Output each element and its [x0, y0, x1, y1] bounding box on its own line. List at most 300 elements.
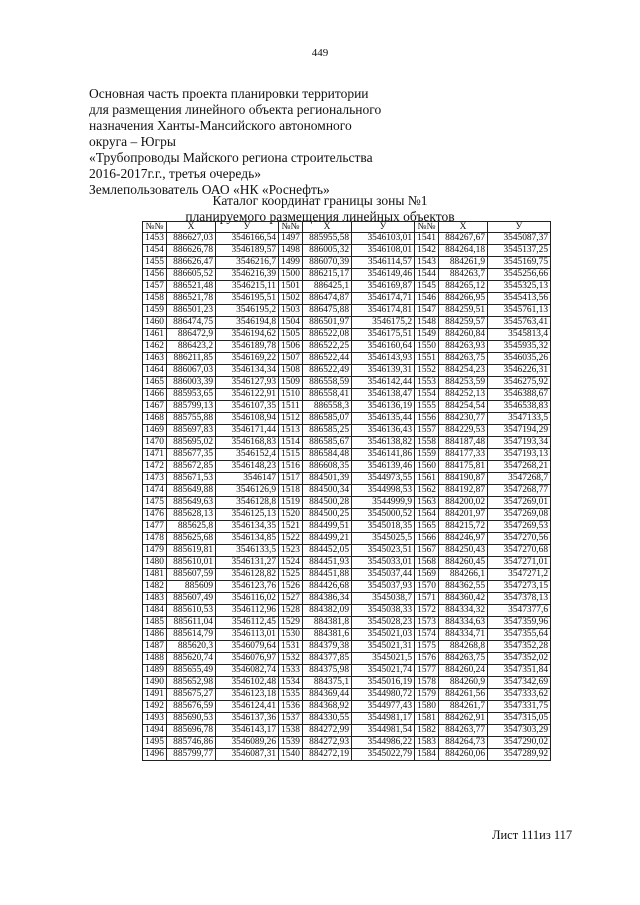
y-coordinate-cell: 3546108,94	[216, 413, 279, 425]
table-body	[143, 233, 551, 761]
y-coordinate-cell: 3547352,02	[488, 653, 551, 665]
x-coordinate-cell: 884261,7	[439, 701, 488, 713]
x-coordinate-cell: 885746,86	[167, 737, 216, 749]
table-row	[143, 473, 551, 485]
table-row	[143, 389, 551, 401]
table-row	[143, 497, 551, 509]
table-row	[143, 317, 551, 329]
point-number-cell: 1520	[279, 509, 303, 521]
y-coordinate-cell: 3547333,62	[488, 689, 551, 701]
point-number-cell: 1503	[279, 305, 303, 317]
x-coordinate-cell: 884254,54	[439, 401, 488, 413]
x-coordinate-cell: 884263,75	[439, 353, 488, 365]
y-coordinate-cell: 3545023,51	[352, 545, 415, 557]
column-header: У	[352, 222, 415, 233]
y-coordinate-cell: 3546168,83	[216, 437, 279, 449]
point-number-cell: 1550	[415, 341, 439, 353]
point-number-cell: 1485	[143, 617, 167, 629]
x-coordinate-cell: 886474,75	[167, 317, 216, 329]
y-coordinate-cell: 3547377,6	[488, 605, 551, 617]
y-coordinate-cell: 3545000,52	[352, 509, 415, 521]
y-coordinate-cell: 3546136,43	[352, 425, 415, 437]
x-coordinate-cell: 884175,81	[439, 461, 488, 473]
x-coordinate-cell: 884499,21	[303, 533, 352, 545]
x-coordinate-cell: 884201,97	[439, 509, 488, 521]
point-number-cell: 1483	[143, 593, 167, 605]
y-coordinate-cell: 3545021,5	[352, 653, 415, 665]
y-coordinate-cell: 3546103,01	[352, 233, 415, 245]
point-number-cell: 1581	[415, 713, 439, 725]
point-number-cell: 1468	[143, 413, 167, 425]
point-number-cell: 1482	[143, 581, 167, 593]
column-header: №№	[143, 222, 167, 233]
point-number-cell: 1493	[143, 713, 167, 725]
y-coordinate-cell: 3546134,34	[216, 365, 279, 377]
point-number-cell: 1549	[415, 329, 439, 341]
x-coordinate-cell: 886003,39	[167, 377, 216, 389]
point-number-cell: 1555	[415, 401, 439, 413]
x-coordinate-cell: 884266,1	[439, 569, 488, 581]
x-coordinate-cell: 884268,8	[439, 641, 488, 653]
x-coordinate-cell: 886585,67	[303, 437, 352, 449]
x-coordinate-cell: 884377,85	[303, 653, 352, 665]
table-row	[143, 257, 551, 269]
point-number-cell: 1479	[143, 545, 167, 557]
x-coordinate-cell: 885620,3	[167, 641, 216, 653]
y-coordinate-cell: 3545256,66	[488, 269, 551, 281]
x-coordinate-cell: 884229,53	[439, 425, 488, 437]
y-coordinate-cell: 3546035,26	[488, 353, 551, 365]
y-coordinate-cell: 3546171,44	[216, 425, 279, 437]
point-number-cell: 1467	[143, 401, 167, 413]
x-coordinate-cell: 885649,88	[167, 485, 216, 497]
y-coordinate-cell: 3546138,82	[352, 437, 415, 449]
x-coordinate-cell: 884260,45	[439, 557, 488, 569]
point-number-cell: 1502	[279, 293, 303, 305]
x-coordinate-cell: 885619,81	[167, 545, 216, 557]
x-coordinate-cell: 884263,75	[439, 653, 488, 665]
x-coordinate-cell: 885695,02	[167, 437, 216, 449]
y-coordinate-cell: 3545325,13	[488, 281, 551, 293]
y-coordinate-cell: 3547270,56	[488, 533, 551, 545]
point-number-cell: 1531	[279, 641, 303, 653]
x-coordinate-cell: 884259,57	[439, 317, 488, 329]
table-row	[143, 737, 551, 749]
table-row	[143, 509, 551, 521]
x-coordinate-cell: 885697,83	[167, 425, 216, 437]
x-coordinate-cell: 884369,44	[303, 689, 352, 701]
y-coordinate-cell: 3545038,7	[352, 593, 415, 605]
x-coordinate-cell: 886474,87	[303, 293, 352, 305]
x-coordinate-cell: 886521,48	[167, 281, 216, 293]
x-coordinate-cell: 884362,55	[439, 581, 488, 593]
point-number-cell: 1559	[415, 449, 439, 461]
point-number-cell: 1500	[279, 269, 303, 281]
column-header: X	[439, 222, 488, 233]
point-number-cell: 1552	[415, 365, 439, 377]
y-coordinate-cell: 3545016,19	[352, 677, 415, 689]
x-coordinate-cell: 884375,1	[303, 677, 352, 689]
table-row	[143, 605, 551, 617]
point-number-cell: 1569	[415, 569, 439, 581]
y-coordinate-cell: 3546123,76	[216, 581, 279, 593]
y-coordinate-cell: 3545413,56	[488, 293, 551, 305]
x-coordinate-cell: 884261,9	[439, 257, 488, 269]
x-coordinate-cell: 884260,06	[439, 749, 488, 761]
x-coordinate-cell: 884272,19	[303, 749, 352, 761]
y-coordinate-cell: 3547290,02	[488, 737, 551, 749]
point-number-cell: 1567	[415, 545, 439, 557]
x-coordinate-cell: 885610,01	[167, 557, 216, 569]
point-number-cell: 1533	[279, 665, 303, 677]
x-coordinate-cell: 884177,33	[439, 449, 488, 461]
x-coordinate-cell: 886521,78	[167, 293, 216, 305]
table-row	[143, 377, 551, 389]
x-coordinate-cell: 884426,68	[303, 581, 352, 593]
y-coordinate-cell: 3545037,44	[352, 569, 415, 581]
y-coordinate-cell: 3546215,11	[216, 281, 279, 293]
x-coordinate-cell: 884368,92	[303, 701, 352, 713]
y-coordinate-cell: 3546142,44	[352, 377, 415, 389]
point-number-cell: 1497	[279, 233, 303, 245]
point-number-cell: 1473	[143, 473, 167, 485]
point-number-cell: 1516	[279, 461, 303, 473]
y-coordinate-cell: 3547271,2	[488, 569, 551, 581]
point-number-cell: 1486	[143, 629, 167, 641]
y-coordinate-cell: 3546087,31	[216, 749, 279, 761]
y-coordinate-cell: 3545763,41	[488, 317, 551, 329]
y-coordinate-cell: 3545033,01	[352, 557, 415, 569]
y-coordinate-cell: 3546136,19	[352, 401, 415, 413]
point-number-cell: 1572	[415, 605, 439, 617]
y-coordinate-cell: 3546152,4	[216, 449, 279, 461]
table-row	[143, 617, 551, 629]
point-number-cell: 1528	[279, 605, 303, 617]
table-row	[143, 245, 551, 257]
y-coordinate-cell: 3547268,21	[488, 461, 551, 473]
column-header: №№	[279, 222, 303, 233]
point-number-cell: 1489	[143, 665, 167, 677]
table-row	[143, 629, 551, 641]
y-coordinate-cell: 3547273,15	[488, 581, 551, 593]
point-number-cell: 1469	[143, 425, 167, 437]
y-coordinate-cell: 3546107,35	[216, 401, 279, 413]
point-number-cell: 1546	[415, 293, 439, 305]
y-coordinate-cell: 3546143,17	[216, 725, 279, 737]
catalog-title-line: планируемого размещения линейных объектов	[185, 209, 455, 224]
y-coordinate-cell: 3546538,83	[488, 401, 551, 413]
point-number-cell: 1459	[143, 305, 167, 317]
point-number-cell: 1576	[415, 653, 439, 665]
y-coordinate-cell: 3546114,57	[352, 257, 415, 269]
x-coordinate-cell: 884266,95	[439, 293, 488, 305]
table-row	[143, 413, 551, 425]
x-coordinate-cell: 884192,87	[439, 485, 488, 497]
header-line: для размещения линейного объекта регионального	[89, 102, 382, 117]
table-row	[143, 533, 551, 545]
x-coordinate-cell: 886070,39	[303, 257, 352, 269]
table-row	[143, 233, 551, 245]
y-coordinate-cell: 3546149,46	[352, 269, 415, 281]
y-coordinate-cell: 3547352,28	[488, 641, 551, 653]
x-coordinate-cell: 885652,98	[167, 677, 216, 689]
y-coordinate-cell: 3546124,41	[216, 701, 279, 713]
x-coordinate-cell: 884254,23	[439, 365, 488, 377]
point-number-cell: 1553	[415, 377, 439, 389]
y-coordinate-cell: 3547268,7	[488, 473, 551, 485]
point-number-cell: 1551	[415, 353, 439, 365]
y-coordinate-cell: 3546128,8	[216, 497, 279, 509]
y-coordinate-cell: 3545761,13	[488, 305, 551, 317]
x-coordinate-cell: 886215,17	[303, 269, 352, 281]
table-row	[143, 305, 551, 317]
x-coordinate-cell: 884190,87	[439, 473, 488, 485]
point-number-cell: 1463	[143, 353, 167, 365]
x-coordinate-cell: 885799,77	[167, 749, 216, 761]
table-row	[143, 653, 551, 665]
table-row	[143, 365, 551, 377]
y-coordinate-cell: 3547193,34	[488, 437, 551, 449]
point-number-cell: 1547	[415, 305, 439, 317]
point-number-cell: 1491	[143, 689, 167, 701]
point-number-cell: 1518	[279, 485, 303, 497]
point-number-cell: 1562	[415, 485, 439, 497]
table-row	[143, 593, 551, 605]
x-coordinate-cell: 886501,97	[303, 317, 352, 329]
point-number-cell: 1561	[415, 473, 439, 485]
y-coordinate-cell: 3546134,35	[216, 521, 279, 533]
point-number-cell: 1548	[415, 317, 439, 329]
point-number-cell: 1455	[143, 257, 167, 269]
x-coordinate-cell: 886558,41	[303, 389, 352, 401]
point-number-cell: 1530	[279, 629, 303, 641]
point-number-cell: 1527	[279, 593, 303, 605]
point-number-cell: 1557	[415, 425, 439, 437]
x-coordinate-cell: 884261,56	[439, 689, 488, 701]
point-number-cell: 1507	[279, 353, 303, 365]
table-row	[143, 329, 551, 341]
x-coordinate-cell: 885607,49	[167, 593, 216, 605]
y-coordinate-cell: 3547269,01	[488, 497, 551, 509]
point-number-cell: 1579	[415, 689, 439, 701]
point-number-cell: 1554	[415, 389, 439, 401]
point-number-cell: 1537	[279, 713, 303, 725]
point-number-cell: 1510	[279, 389, 303, 401]
point-number-cell: 1522	[279, 533, 303, 545]
y-coordinate-cell: 3547289,92	[488, 749, 551, 761]
y-coordinate-cell: 3546128,82	[216, 569, 279, 581]
header-line: назначения Ханты-Мансийского автономного	[89, 118, 352, 133]
x-coordinate-cell: 886584,48	[303, 449, 352, 461]
column-header: №№	[415, 222, 439, 233]
point-number-cell: 1556	[415, 413, 439, 425]
x-coordinate-cell: 886558,59	[303, 377, 352, 389]
point-number-cell: 1453	[143, 233, 167, 245]
table-row	[143, 437, 551, 449]
point-number-cell: 1564	[415, 509, 439, 521]
table-row	[143, 569, 551, 581]
column-header: X	[303, 222, 352, 233]
x-coordinate-cell: 884334,63	[439, 617, 488, 629]
x-coordinate-cell: 885690,53	[167, 713, 216, 725]
x-coordinate-cell: 886211,85	[167, 353, 216, 365]
table-row	[143, 293, 551, 305]
y-coordinate-cell: 3547331,75	[488, 701, 551, 713]
y-coordinate-cell: 3547133,5	[488, 413, 551, 425]
point-number-cell: 1511	[279, 401, 303, 413]
point-number-cell: 1582	[415, 725, 439, 737]
table-row	[143, 545, 551, 557]
x-coordinate-cell: 886558,3	[303, 401, 352, 413]
x-coordinate-cell: 884379,38	[303, 641, 352, 653]
y-coordinate-cell: 3546275,92	[488, 377, 551, 389]
y-coordinate-cell: 3546138,47	[352, 389, 415, 401]
x-coordinate-cell: 885607,59	[167, 569, 216, 581]
x-coordinate-cell: 884499,51	[303, 521, 352, 533]
x-coordinate-cell: 886501,23	[167, 305, 216, 317]
x-coordinate-cell: 886585,25	[303, 425, 352, 437]
y-coordinate-cell: 3546194,8	[216, 317, 279, 329]
point-number-cell: 1523	[279, 545, 303, 557]
x-coordinate-cell: 884260,24	[439, 665, 488, 677]
y-coordinate-cell: 3546112,45	[216, 617, 279, 629]
y-coordinate-cell: 3546125,13	[216, 509, 279, 521]
y-coordinate-cell: 3546122,91	[216, 389, 279, 401]
point-number-cell: 1494	[143, 725, 167, 737]
point-number-cell: 1539	[279, 737, 303, 749]
table-row	[143, 461, 551, 473]
x-coordinate-cell: 884386,34	[303, 593, 352, 605]
y-coordinate-cell: 3546108,01	[352, 245, 415, 257]
point-number-cell: 1565	[415, 521, 439, 533]
x-coordinate-cell: 884381,8	[303, 617, 352, 629]
x-coordinate-cell: 886005,32	[303, 245, 352, 257]
y-coordinate-cell: 3547193,13	[488, 449, 551, 461]
y-coordinate-cell: 3546175,51	[352, 329, 415, 341]
point-number-cell: 1509	[279, 377, 303, 389]
x-coordinate-cell: 884263,7	[439, 269, 488, 281]
table-row	[143, 449, 551, 461]
table-row	[143, 425, 551, 437]
y-coordinate-cell: 3544998,53	[352, 485, 415, 497]
point-number-cell: 1573	[415, 617, 439, 629]
y-coordinate-cell: 3546076,97	[216, 653, 279, 665]
y-coordinate-cell: 3546139,31	[352, 365, 415, 377]
y-coordinate-cell: 3546147	[216, 473, 279, 485]
y-coordinate-cell: 3547315,05	[488, 713, 551, 725]
x-coordinate-cell: 884246,97	[439, 533, 488, 545]
x-coordinate-cell: 886472,9	[167, 329, 216, 341]
x-coordinate-cell: 885614,79	[167, 629, 216, 641]
x-coordinate-cell: 886626,47	[167, 257, 216, 269]
x-coordinate-cell: 886522,08	[303, 329, 352, 341]
x-coordinate-cell: 884215,72	[439, 521, 488, 533]
point-number-cell: 1525	[279, 569, 303, 581]
y-coordinate-cell: 3546139,46	[352, 461, 415, 473]
point-number-cell: 1532	[279, 653, 303, 665]
point-number-cell: 1505	[279, 329, 303, 341]
x-coordinate-cell: 884250,43	[439, 545, 488, 557]
x-coordinate-cell: 885620,74	[167, 653, 216, 665]
point-number-cell: 1519	[279, 497, 303, 509]
point-number-cell: 1499	[279, 257, 303, 269]
x-coordinate-cell: 884264,73	[439, 737, 488, 749]
y-coordinate-cell: 3545021,31	[352, 641, 415, 653]
y-coordinate-cell: 3546112,96	[216, 605, 279, 617]
table-row	[143, 521, 551, 533]
y-coordinate-cell: 3545018,35	[352, 521, 415, 533]
x-coordinate-cell: 886425,1	[303, 281, 352, 293]
x-coordinate-cell: 885625,8	[167, 521, 216, 533]
y-coordinate-cell: 3546189,78	[216, 341, 279, 353]
x-coordinate-cell: 884500,34	[303, 485, 352, 497]
point-number-cell: 1492	[143, 701, 167, 713]
x-coordinate-cell: 884375,98	[303, 665, 352, 677]
y-coordinate-cell: 3546175,2	[352, 317, 415, 329]
table-row	[143, 665, 551, 677]
point-number-cell: 1508	[279, 365, 303, 377]
table-row	[143, 581, 551, 593]
sheet-number: Лист 111из 117	[492, 828, 573, 842]
table-row	[143, 689, 551, 701]
y-coordinate-cell: 3546133,5	[216, 545, 279, 557]
x-coordinate-cell: 884264,18	[439, 245, 488, 257]
x-coordinate-cell: 885677,35	[167, 449, 216, 461]
y-coordinate-cell: 3546216,39	[216, 269, 279, 281]
point-number-cell: 1540	[279, 749, 303, 761]
y-coordinate-cell: 3545137,25	[488, 245, 551, 257]
y-coordinate-cell: 3546116,02	[216, 593, 279, 605]
x-coordinate-cell: 884263,77	[439, 725, 488, 737]
point-number-cell: 1495	[143, 737, 167, 749]
x-coordinate-cell: 885625,68	[167, 533, 216, 545]
y-coordinate-cell: 3546388,67	[488, 389, 551, 401]
x-coordinate-cell: 884272,99	[303, 725, 352, 737]
y-coordinate-cell: 3546082,74	[216, 665, 279, 677]
coordinate-catalog-table	[142, 221, 551, 761]
x-coordinate-cell: 884252,13	[439, 389, 488, 401]
point-number-cell: 1474	[143, 485, 167, 497]
x-coordinate-cell: 884265,12	[439, 281, 488, 293]
x-coordinate-cell: 884330,55	[303, 713, 352, 725]
y-coordinate-cell: 3544973,55	[352, 473, 415, 485]
point-number-cell: 1541	[415, 233, 439, 245]
x-coordinate-cell: 884253,59	[439, 377, 488, 389]
column-header: У	[488, 222, 551, 233]
point-number-cell: 1566	[415, 533, 439, 545]
y-coordinate-cell: 3546079,64	[216, 641, 279, 653]
x-coordinate-cell: 884451,88	[303, 569, 352, 581]
point-number-cell: 1484	[143, 605, 167, 617]
y-coordinate-cell: 3544977,43	[352, 701, 415, 713]
y-coordinate-cell: 3544981,54	[352, 725, 415, 737]
point-number-cell: 1480	[143, 557, 167, 569]
point-number-cell: 1472	[143, 461, 167, 473]
point-number-cell: 1477	[143, 521, 167, 533]
table-row	[143, 353, 551, 365]
x-coordinate-cell: 885655,49	[167, 665, 216, 677]
x-coordinate-cell: 885675,27	[167, 689, 216, 701]
y-coordinate-cell: 3546141,86	[352, 449, 415, 461]
header-line: 2016-2017г.г., третья очередь»	[89, 166, 261, 181]
point-number-cell: 1462	[143, 341, 167, 353]
x-coordinate-cell: 885672,85	[167, 461, 216, 473]
point-number-cell: 1488	[143, 653, 167, 665]
x-coordinate-cell: 884452,05	[303, 545, 352, 557]
y-coordinate-cell: 3544986,22	[352, 737, 415, 749]
y-coordinate-cell: 3545028,23	[352, 617, 415, 629]
point-number-cell: 1517	[279, 473, 303, 485]
